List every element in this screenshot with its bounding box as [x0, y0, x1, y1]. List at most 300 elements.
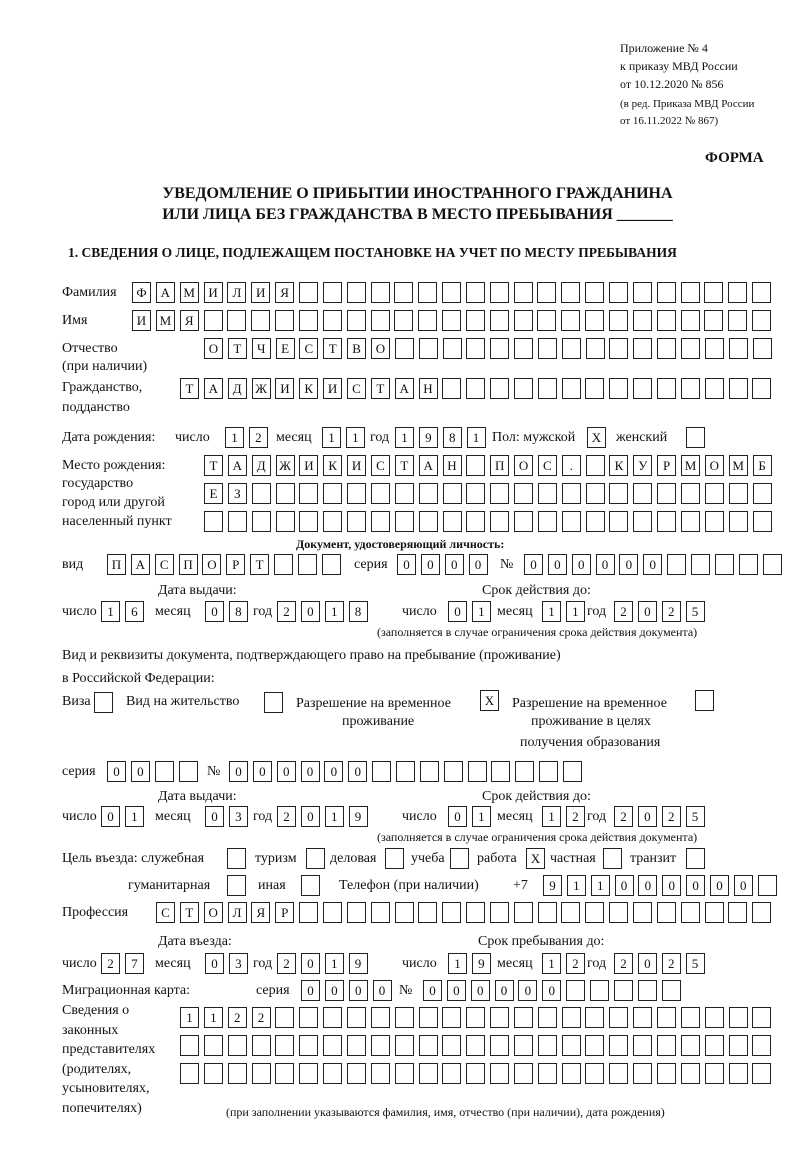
representative-cell[interactable]	[490, 1007, 509, 1028]
residence-checkbox[interactable]	[264, 692, 283, 713]
id-number-cell[interactable]	[667, 554, 686, 575]
representative-cell[interactable]	[538, 1007, 557, 1028]
phone-cell[interactable]: 0	[710, 875, 729, 896]
representative-cell[interactable]	[752, 1063, 771, 1084]
citizenship-cell[interactable]	[490, 378, 509, 399]
birth-place-cell[interactable]: Ж	[276, 455, 295, 476]
birth-place-cell[interactable]	[466, 511, 485, 532]
representative-cell[interactable]	[347, 1063, 366, 1084]
birth-month-cell[interactable]: 1	[346, 427, 365, 448]
representative-cell[interactable]	[275, 1035, 294, 1056]
birth-place-cell[interactable]	[609, 511, 628, 532]
representative-cell[interactable]	[705, 1007, 724, 1028]
id-kind-cell[interactable]: О	[202, 554, 221, 575]
citizenship-cell[interactable]	[562, 378, 581, 399]
birth-place-cell[interactable]	[443, 483, 462, 504]
representative-cell[interactable]	[204, 1063, 223, 1084]
representative-cell[interactable]	[299, 1007, 318, 1028]
birth-place-cell[interactable]: Т	[395, 455, 414, 476]
patronymic-cell[interactable]	[729, 338, 748, 359]
profession-cell[interactable]	[418, 902, 437, 923]
entry-year-cell[interactable]: 2	[277, 953, 296, 974]
phone-cell[interactable]: 0	[615, 875, 634, 896]
representative-cell[interactable]	[228, 1035, 247, 1056]
rd-series-cell[interactable]	[179, 761, 198, 782]
rd-end-year-cell[interactable]: 2	[614, 806, 633, 827]
birth-place-cell[interactable]: У	[633, 455, 652, 476]
birth-place-cell[interactable]: Е	[204, 483, 223, 504]
profession-cell[interactable]	[705, 902, 724, 923]
temp-education-checkbox[interactable]	[695, 690, 714, 711]
birth-place-cell[interactable]	[538, 483, 557, 504]
mc-series-cell[interactable]: 0	[325, 980, 344, 1001]
profession-cell[interactable]	[752, 902, 771, 923]
representative-cell[interactable]	[705, 1035, 724, 1056]
patronymic-cell[interactable]	[514, 338, 533, 359]
id-number-cell[interactable]: 0	[596, 554, 615, 575]
surname-cell[interactable]: Л	[227, 282, 246, 303]
birth-year-cell[interactable]: 1	[395, 427, 414, 448]
citizenship-cell[interactable]	[442, 378, 461, 399]
id-kind-cell[interactable]: Т	[250, 554, 269, 575]
mc-number-cell[interactable]: 0	[518, 980, 537, 1001]
entry-month-cell[interactable]: 0	[205, 953, 224, 974]
representative-cell[interactable]	[323, 1035, 342, 1056]
id-month-cell[interactable]: 8	[229, 601, 248, 622]
citizenship-cell[interactable]: И	[275, 378, 294, 399]
representative-cell[interactable]	[299, 1035, 318, 1056]
representative-cell[interactable]	[204, 1035, 223, 1056]
id-kind-cell[interactable]	[322, 554, 341, 575]
profession-cell[interactable]	[633, 902, 652, 923]
visa-checkbox[interactable]	[94, 692, 113, 713]
profession-cell[interactable]	[299, 902, 318, 923]
citizenship-cell[interactable]	[466, 378, 485, 399]
rd-year-cell[interactable]: 2	[277, 806, 296, 827]
phone-cell[interactable]: 9	[543, 875, 562, 896]
birth-place-cell[interactable]	[753, 483, 772, 504]
id-number-cell[interactable]	[691, 554, 710, 575]
surname-cell[interactable]: И	[251, 282, 270, 303]
patronymic-cell[interactable]: Ч	[252, 338, 271, 359]
id-number-cell[interactable]: 0	[572, 554, 591, 575]
mc-series-cell[interactable]: 0	[373, 980, 392, 1001]
mc-series-cell[interactable]: 0	[349, 980, 368, 1001]
representative-cell[interactable]	[252, 1035, 271, 1056]
representative-cell[interactable]	[633, 1063, 652, 1084]
representative-cell[interactable]	[562, 1007, 581, 1028]
patronymic-cell[interactable]: В	[347, 338, 366, 359]
representative-cell[interactable]	[657, 1007, 676, 1028]
name-cell[interactable]	[537, 310, 556, 331]
birth-place-cell[interactable]	[729, 511, 748, 532]
birth-year-cell[interactable]: 8	[443, 427, 462, 448]
id-kind-cell[interactable]	[298, 554, 317, 575]
birth-day-cell[interactable]: 2	[249, 427, 268, 448]
id-end-year-cell[interactable]: 0	[638, 601, 657, 622]
birth-place-cell[interactable]	[657, 483, 676, 504]
rd-year-cell[interactable]: 0	[301, 806, 320, 827]
representative-cell[interactable]	[609, 1035, 628, 1056]
id-year-cell[interactable]: 2	[277, 601, 296, 622]
rd-number-cell[interactable]	[539, 761, 558, 782]
birth-place-cell[interactable]: А	[419, 455, 438, 476]
representative-cell[interactable]	[514, 1035, 533, 1056]
representative-cell[interactable]: 2	[228, 1007, 247, 1028]
representative-cell[interactable]	[419, 1063, 438, 1084]
representative-cell[interactable]	[681, 1063, 700, 1084]
patronymic-cell[interactable]	[538, 338, 557, 359]
representative-cell[interactable]	[275, 1063, 294, 1084]
name-cell[interactable]: И	[132, 310, 151, 331]
profession-cell[interactable]	[657, 902, 676, 923]
representative-cell[interactable]	[442, 1063, 461, 1084]
representative-cell[interactable]	[466, 1063, 485, 1084]
purpose-other-checkbox[interactable]	[301, 875, 320, 896]
patronymic-cell[interactable]	[633, 338, 652, 359]
id-series-cell[interactable]: 0	[421, 554, 440, 575]
representative-cell[interactable]	[585, 1063, 604, 1084]
name-cell[interactable]	[204, 310, 223, 331]
purpose-private-checkbox[interactable]	[603, 848, 622, 869]
birth-place-cell[interactable]	[705, 483, 724, 504]
id-series-cell[interactable]: 0	[469, 554, 488, 575]
birth-place-cell[interactable]: П	[490, 455, 509, 476]
id-end-year-cell[interactable]: 5	[686, 601, 705, 622]
surname-cell[interactable]	[490, 282, 509, 303]
representative-cell[interactable]	[347, 1035, 366, 1056]
citizenship-cell[interactable]	[514, 378, 533, 399]
birth-place-cell[interactable]: О	[514, 455, 533, 476]
rd-number-cell[interactable]	[491, 761, 510, 782]
surname-cell[interactable]	[704, 282, 723, 303]
birth-place-cell[interactable]: С	[371, 455, 390, 476]
birth-place-cell[interactable]	[276, 483, 295, 504]
representative-cell[interactable]	[752, 1035, 771, 1056]
name-cell[interactable]	[371, 310, 390, 331]
profession-cell[interactable]: Л	[228, 902, 247, 923]
citizenship-cell[interactable]	[538, 378, 557, 399]
rd-end-day-cell[interactable]: 1	[472, 806, 491, 827]
surname-cell[interactable]	[371, 282, 390, 303]
name-cell[interactable]	[251, 310, 270, 331]
birth-place-cell[interactable]	[371, 483, 390, 504]
representative-cell[interactable]	[371, 1007, 390, 1028]
representative-cell[interactable]	[681, 1035, 700, 1056]
birth-place-cell[interactable]	[633, 483, 652, 504]
patronymic-cell[interactable]: С	[299, 338, 318, 359]
citizenship-cell[interactable]: Ж	[252, 378, 271, 399]
birth-place-cell[interactable]	[586, 511, 605, 532]
birth-place-cell[interactable]: А	[228, 455, 247, 476]
citizenship-cell[interactable]: А	[204, 378, 223, 399]
surname-cell[interactable]	[585, 282, 604, 303]
mc-number-cell[interactable]: 0	[471, 980, 490, 1001]
profession-cell[interactable]	[585, 902, 604, 923]
entry-end-day-cell[interactable]: 1	[448, 953, 467, 974]
rd-year-cell[interactable]: 9	[349, 806, 368, 827]
birth-place-cell[interactable]	[681, 511, 700, 532]
birth-place-cell[interactable]	[443, 511, 462, 532]
representative-cell[interactable]	[562, 1063, 581, 1084]
profession-cell[interactable]: Р	[275, 902, 294, 923]
patronymic-cell[interactable]	[681, 338, 700, 359]
rd-number-cell[interactable]: 0	[229, 761, 248, 782]
id-end-month-cell[interactable]: 1	[566, 601, 585, 622]
name-cell[interactable]	[442, 310, 461, 331]
profession-cell[interactable]: О	[204, 902, 223, 923]
birth-place-cell[interactable]	[538, 511, 557, 532]
surname-cell[interactable]	[323, 282, 342, 303]
citizenship-cell[interactable]: Т	[371, 378, 390, 399]
representative-cell[interactable]	[275, 1007, 294, 1028]
name-cell[interactable]	[657, 310, 676, 331]
birth-place-cell[interactable]: И	[347, 455, 366, 476]
citizenship-cell[interactable]: Н	[419, 378, 438, 399]
name-cell[interactable]	[227, 310, 246, 331]
surname-cell[interactable]	[609, 282, 628, 303]
profession-cell[interactable]	[490, 902, 509, 923]
surname-cell[interactable]	[347, 282, 366, 303]
birth-place-cell[interactable]	[586, 483, 605, 504]
birth-place-cell[interactable]: .	[562, 455, 581, 476]
profession-cell[interactable]	[466, 902, 485, 923]
birth-year-cell[interactable]: 1	[467, 427, 486, 448]
representative-cell[interactable]	[419, 1007, 438, 1028]
id-kind-cell[interactable]: П	[179, 554, 198, 575]
mc-number-cell[interactable]	[662, 980, 681, 1001]
representative-cell[interactable]	[490, 1035, 509, 1056]
birth-place-cell[interactable]: М	[681, 455, 700, 476]
name-cell[interactable]	[704, 310, 723, 331]
birth-place-cell[interactable]	[252, 483, 271, 504]
id-end-year-cell[interactable]: 2	[614, 601, 633, 622]
representative-cell[interactable]: 1	[204, 1007, 223, 1028]
rd-series-cell[interactable]: 0	[107, 761, 126, 782]
birth-place-cell[interactable]	[729, 483, 748, 504]
birth-place-cell[interactable]	[466, 455, 485, 476]
birth-place-cell[interactable]: И	[299, 455, 318, 476]
entry-year-cell[interactable]: 1	[325, 953, 344, 974]
citizenship-cell[interactable]	[729, 378, 748, 399]
rd-end-year-cell[interactable]: 0	[638, 806, 657, 827]
birth-place-cell[interactable]: М	[729, 455, 748, 476]
birth-place-cell[interactable]	[276, 511, 295, 532]
id-number-cell[interactable]: 0	[643, 554, 662, 575]
citizenship-cell[interactable]: С	[347, 378, 366, 399]
rd-end-month-cell[interactable]: 1	[542, 806, 561, 827]
representative-cell[interactable]	[442, 1007, 461, 1028]
citizenship-cell[interactable]	[609, 378, 628, 399]
representative-cell[interactable]	[323, 1007, 342, 1028]
representative-cell[interactable]	[633, 1035, 652, 1056]
birth-place-cell[interactable]	[299, 483, 318, 504]
patronymic-cell[interactable]	[395, 338, 414, 359]
patronymic-cell[interactable]	[657, 338, 676, 359]
profession-cell[interactable]	[681, 902, 700, 923]
representative-cell[interactable]	[371, 1063, 390, 1084]
id-number-cell[interactable]	[715, 554, 734, 575]
profession-cell[interactable]: С	[156, 902, 175, 923]
rd-end-year-cell[interactable]: 5	[686, 806, 705, 827]
id-year-cell[interactable]: 8	[349, 601, 368, 622]
surname-cell[interactable]	[633, 282, 652, 303]
representative-cell[interactable]	[729, 1007, 748, 1028]
birth-place-cell[interactable]	[657, 511, 676, 532]
purpose-work-checkbox[interactable]: X	[526, 848, 545, 869]
citizenship-cell[interactable]	[681, 378, 700, 399]
representative-cell[interactable]	[609, 1063, 628, 1084]
representative-cell[interactable]: 2	[252, 1007, 271, 1028]
id-kind-cell[interactable]: С	[155, 554, 174, 575]
birth-place-cell[interactable]	[490, 511, 509, 532]
id-series-cell[interactable]: 0	[397, 554, 416, 575]
phone-cell[interactable]: 0	[686, 875, 705, 896]
birth-place-cell[interactable]: Н	[443, 455, 462, 476]
birth-place-cell[interactable]	[347, 483, 366, 504]
name-cell[interactable]	[514, 310, 533, 331]
patronymic-cell[interactable]	[490, 338, 509, 359]
patronymic-cell[interactable]	[419, 338, 438, 359]
representative-cell[interactable]	[419, 1035, 438, 1056]
surname-cell[interactable]	[299, 282, 318, 303]
phone-cell[interactable]	[758, 875, 777, 896]
name-cell[interactable]	[466, 310, 485, 331]
surname-cell[interactable]	[657, 282, 676, 303]
entry-year-cell[interactable]: 0	[301, 953, 320, 974]
mc-number-cell[interactable]: 0	[495, 980, 514, 1001]
purpose-humanitarian-checkbox[interactable]	[227, 875, 246, 896]
representative-cell[interactable]	[466, 1035, 485, 1056]
representative-cell[interactable]	[609, 1007, 628, 1028]
surname-cell[interactable]	[561, 282, 580, 303]
name-cell[interactable]	[323, 310, 342, 331]
entry-end-month-cell[interactable]: 2	[566, 953, 585, 974]
mc-number-cell[interactable]: 0	[423, 980, 442, 1001]
representative-cell[interactable]	[585, 1007, 604, 1028]
rd-number-cell[interactable]	[515, 761, 534, 782]
representative-cell[interactable]	[729, 1063, 748, 1084]
birth-place-cell[interactable]: З	[228, 483, 247, 504]
birth-place-cell[interactable]: Б	[753, 455, 772, 476]
rd-series-cell[interactable]	[155, 761, 174, 782]
rd-number-cell[interactable]	[563, 761, 582, 782]
representative-cell[interactable]	[585, 1035, 604, 1056]
representative-cell[interactable]	[657, 1035, 676, 1056]
birth-place-cell[interactable]	[323, 511, 342, 532]
representative-cell[interactable]	[180, 1035, 199, 1056]
birth-place-cell[interactable]	[299, 511, 318, 532]
id-month-cell[interactable]: 0	[205, 601, 224, 622]
representative-cell[interactable]	[657, 1063, 676, 1084]
citizenship-cell[interactable]	[657, 378, 676, 399]
mc-number-cell[interactable]	[590, 980, 609, 1001]
rd-day-cell[interactable]: 0	[101, 806, 120, 827]
birth-place-cell[interactable]	[204, 511, 223, 532]
citizenship-cell[interactable]: Д	[228, 378, 247, 399]
id-series-cell[interactable]: 0	[445, 554, 464, 575]
entry-end-year-cell[interactable]: 0	[638, 953, 657, 974]
surname-cell[interactable]	[728, 282, 747, 303]
name-cell[interactable]: Я	[180, 310, 199, 331]
name-cell[interactable]	[299, 310, 318, 331]
citizenship-cell[interactable]: Т	[180, 378, 199, 399]
profession-cell[interactable]	[395, 902, 414, 923]
mc-number-cell[interactable]	[566, 980, 585, 1001]
birth-place-cell[interactable]	[609, 483, 628, 504]
name-cell[interactable]	[490, 310, 509, 331]
rd-number-cell[interactable]	[396, 761, 415, 782]
name-cell[interactable]	[728, 310, 747, 331]
entry-day-cell[interactable]: 7	[125, 953, 144, 974]
birth-place-cell[interactable]	[347, 511, 366, 532]
phone-cell[interactable]: 0	[662, 875, 681, 896]
name-cell[interactable]	[609, 310, 628, 331]
patronymic-cell[interactable]: О	[204, 338, 223, 359]
representative-cell[interactable]: 1	[180, 1007, 199, 1028]
representative-cell[interactable]	[681, 1007, 700, 1028]
purpose-business-checkbox[interactable]	[385, 848, 404, 869]
birth-place-cell[interactable]	[419, 483, 438, 504]
patronymic-cell[interactable]	[586, 338, 605, 359]
id-number-cell[interactable]: 0	[524, 554, 543, 575]
birth-place-cell[interactable]	[705, 511, 724, 532]
birth-place-cell[interactable]	[562, 511, 581, 532]
patronymic-cell[interactable]	[705, 338, 724, 359]
rd-number-cell[interactable]: 0	[277, 761, 296, 782]
id-number-cell[interactable]	[763, 554, 782, 575]
representative-cell[interactable]	[538, 1035, 557, 1056]
birth-place-cell[interactable]	[514, 511, 533, 532]
id-day-cell[interactable]: 6	[125, 601, 144, 622]
surname-cell[interactable]	[418, 282, 437, 303]
name-cell[interactable]	[561, 310, 580, 331]
representative-cell[interactable]	[323, 1063, 342, 1084]
id-number-cell[interactable]: 0	[619, 554, 638, 575]
profession-cell[interactable]	[514, 902, 533, 923]
patronymic-cell[interactable]	[609, 338, 628, 359]
birth-place-cell[interactable]	[371, 511, 390, 532]
rd-number-cell[interactable]: 0	[348, 761, 367, 782]
birth-place-cell[interactable]	[681, 483, 700, 504]
rd-year-cell[interactable]: 1	[325, 806, 344, 827]
birth-month-cell[interactable]: 1	[322, 427, 341, 448]
purpose-tourism-checkbox[interactable]	[306, 848, 325, 869]
representative-cell[interactable]	[490, 1063, 509, 1084]
name-cell[interactable]	[347, 310, 366, 331]
patronymic-cell[interactable]: Т	[323, 338, 342, 359]
rd-number-cell[interactable]: 0	[324, 761, 343, 782]
representative-cell[interactable]	[752, 1007, 771, 1028]
surname-cell[interactable]	[514, 282, 533, 303]
mc-series-cell[interactable]: 0	[301, 980, 320, 1001]
birth-place-cell[interactable]: С	[538, 455, 557, 476]
purpose-official-checkbox[interactable]	[227, 848, 246, 869]
phone-cell[interactable]: 0	[734, 875, 753, 896]
birth-place-cell[interactable]	[753, 511, 772, 532]
birth-place-cell[interactable]	[466, 483, 485, 504]
citizenship-cell[interactable]	[633, 378, 652, 399]
entry-day-cell[interactable]: 2	[101, 953, 120, 974]
rd-number-cell[interactable]: 0	[253, 761, 272, 782]
surname-cell[interactable]	[752, 282, 771, 303]
birth-place-cell[interactable]	[395, 511, 414, 532]
rd-number-cell[interactable]	[444, 761, 463, 782]
phone-cell[interactable]: 1	[591, 875, 610, 896]
name-cell[interactable]	[418, 310, 437, 331]
birth-place-cell[interactable]	[562, 483, 581, 504]
id-end-year-cell[interactable]: 2	[662, 601, 681, 622]
